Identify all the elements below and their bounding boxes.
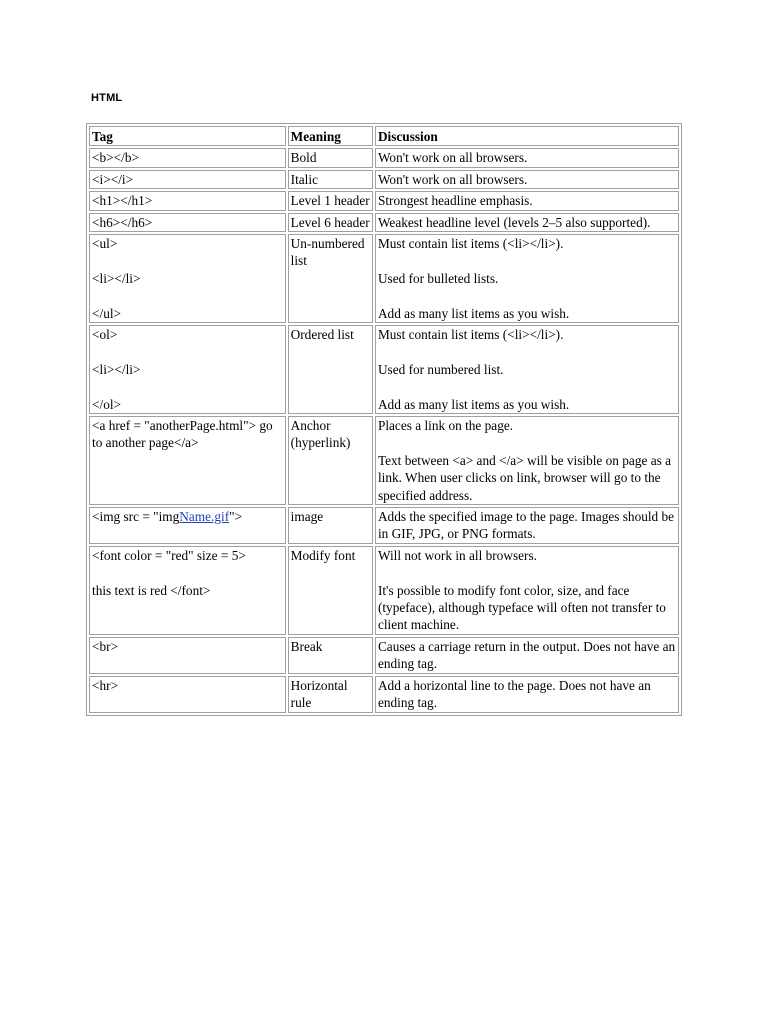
discussion-line: Add as many list items as you wish. — [377, 396, 570, 412]
discussion-line: It's possible to modify font color, size, and face (typeface), although typeface will often not transfer to client machine. — [377, 582, 666, 633]
tag-line: <br> — [92, 638, 119, 654]
discussion-line: Causes a carriage return in the output. Does not have an ending tag. — [377, 638, 676, 672]
meaning-cell: Bold — [288, 148, 373, 167]
table-row — [89, 637, 679, 674]
discussion-cell — [375, 191, 679, 210]
meaning-cell: image — [288, 507, 373, 544]
tag-cell — [89, 325, 286, 414]
table-row — [89, 325, 679, 414]
discussion-cell — [375, 170, 679, 189]
img-tag-suffix: "> — [229, 509, 243, 525]
table-row — [89, 213, 679, 232]
header-meaning: Meaning — [288, 126, 373, 146]
discussion-line: Add as many list items as you wish. — [377, 305, 570, 321]
meaning-cell: Italic — [288, 170, 373, 189]
discussion-line: Places a link on the page. — [377, 418, 514, 434]
discussion-cell — [375, 637, 679, 674]
tag-cell — [89, 416, 286, 505]
tag-line: <h1></h1> — [92, 193, 153, 209]
discussion-line: Text between <a> and </a> will be visible on page as a link. When user clicks on link, browser will go to the specified address. — [377, 452, 672, 503]
tag-cell — [89, 213, 286, 232]
tag-line: <i></i> — [92, 171, 134, 187]
meaning-cell: Horizontal rule — [288, 676, 373, 713]
header-row — [89, 126, 679, 146]
table-row — [89, 191, 679, 210]
tag-cell — [89, 637, 286, 674]
tag-line: <font color = "red" size = 5> — [92, 547, 246, 563]
tag-cell — [89, 676, 286, 713]
table-row — [89, 170, 679, 189]
table-row — [89, 234, 679, 323]
meaning-cell: Level 1 header — [288, 191, 373, 210]
discussion-cell — [375, 325, 679, 414]
tag-line: <h6></h6> — [92, 214, 153, 230]
tag-line: <ul> — [92, 236, 118, 252]
discussion-cell — [375, 213, 679, 232]
tag-line: <li></li> — [92, 270, 141, 286]
header-discussion: Discussion — [375, 126, 679, 146]
table-row — [89, 676, 679, 713]
discussion-line: Add a horizontal line to the page. Does not have an ending tag. — [377, 677, 651, 711]
discussion-cell — [375, 676, 679, 713]
discussion-line: Must contain list items (<li></li>). — [377, 327, 564, 343]
discussion-cell — [375, 148, 679, 167]
discussion-line: Must contain list items (<li></li>). — [377, 236, 564, 252]
discussion-line: Won't work on all browsers. — [377, 150, 528, 166]
discussion-cell — [375, 546, 679, 635]
tag-cell — [89, 170, 286, 189]
tag-cell — [89, 507, 286, 544]
discussion-line: Used for numbered list. — [377, 361, 504, 377]
discussion-line: Won't work on all browsers. — [377, 171, 528, 187]
tag-cell — [89, 148, 286, 167]
meaning-cell: Ordered list — [288, 325, 373, 414]
img-tag-prefix: <img src = "img — [92, 509, 180, 525]
tag-line: this text is red </font> — [92, 582, 211, 598]
discussion-line: Used for bulleted lists. — [377, 270, 499, 286]
tag-line: <ol> — [92, 327, 118, 343]
meaning-cell: Un-numbered list — [288, 234, 373, 323]
tag-cell — [89, 546, 286, 635]
image-filename-link[interactable]: Name.gif — [179, 509, 230, 525]
table-row — [89, 416, 679, 505]
meaning-cell: Break — [288, 637, 373, 674]
table-row — [89, 546, 679, 635]
meaning-cell: Anchor (hyperlink) — [288, 416, 373, 505]
tag-line: <hr> — [92, 677, 119, 693]
tag-line: <a href = "anotherPage.html"> go to another page</a> — [92, 418, 277, 451]
table-row — [89, 148, 679, 167]
discussion-line: Strongest headline emphasis. — [377, 193, 533, 209]
tag-cell — [89, 234, 286, 323]
tag-line: <b></b> — [92, 150, 139, 166]
tag-cell — [89, 191, 286, 210]
discussion-cell — [375, 234, 679, 323]
discussion-line: Adds the specified image to the page. Images should be in GIF, JPG, or PNG formats. — [377, 509, 675, 542]
discussion-cell — [375, 507, 679, 544]
meaning-cell: Modify font — [288, 546, 373, 635]
table-row — [89, 507, 679, 544]
discussion-cell — [375, 416, 679, 505]
header-tag: Tag — [89, 126, 286, 146]
meaning-cell: Level 6 header — [288, 213, 373, 232]
discussion-line: Weakest headline level (levels 2–5 also supported). — [377, 214, 651, 230]
document-heading: HTML — [91, 92, 123, 104]
tag-line: <li></li> — [92, 361, 141, 377]
tag-line — [92, 508, 283, 525]
discussion-line: Will not work in all browsers. — [377, 547, 537, 563]
tag-line: </ol> — [92, 396, 122, 412]
html-tag-reference-table — [86, 123, 682, 716]
tag-line: </ul> — [92, 305, 122, 321]
